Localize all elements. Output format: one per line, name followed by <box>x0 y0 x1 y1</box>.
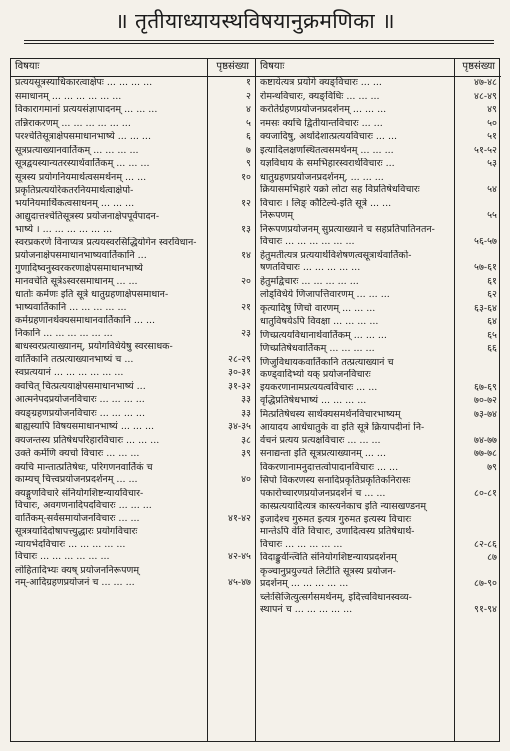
entry-page-number: ४० <box>241 474 251 485</box>
index-entry <box>11 448 255 461</box>
entry-page-number: ८०-८१ <box>474 487 497 499</box>
entry-page-number: ८७ <box>487 552 497 563</box>
left-column <box>11 59 256 741</box>
entry-page-number: ६ <box>246 131 251 142</box>
index-entry <box>11 289 255 314</box>
right-column <box>256 59 501 741</box>
title-underline-thick <box>24 40 494 41</box>
index-entry <box>256 592 501 617</box>
index-entry <box>11 91 255 104</box>
entry-text: आयादय आर्धधातुके वा इति सूत्रे क्रियापदीनां नि- <box>260 422 425 433</box>
entry-text: इयकरणानामप्रत्ययत्वविचारः ... ... <box>260 381 378 393</box>
index-entry <box>11 462 255 487</box>
entry-text: स्थापनं च ... ... ... ... ... <box>260 604 353 615</box>
entry-text: मानवचेति सूत्रेऽस्वरसमाधानम् ... ... <box>15 275 138 287</box>
index-entry <box>256 343 501 356</box>
right-entries <box>256 77 501 741</box>
index-entry <box>11 158 255 171</box>
index-entry <box>11 435 255 448</box>
entry-page-number: ५६-५७ <box>474 236 497 247</box>
index-entry <box>11 341 255 366</box>
entry-text: वार्तिकम्-सर्वसमायोजनविचारः ... ... <box>15 512 140 524</box>
entry-page-number: ८७-९० <box>474 578 497 589</box>
index-entry <box>11 565 255 590</box>
entry-page-number: ५४ <box>487 184 497 195</box>
entry-text: कष्टायेत्यत्र प्रयोगे क्यङ्विचारः ... ... <box>260 77 382 88</box>
index-entry <box>256 276 501 289</box>
entry-text: च्लेःसिजित्युत्सर्गसमर्थनम्, इदित्त्वविधानस्वव्य- <box>260 591 412 603</box>
entry-page-number: ३०-३१ <box>228 367 251 378</box>
entry-text: क्यङ्ग्रहणप्रयोजनविचारः ... ... ... ... <box>15 407 145 419</box>
index-entry <box>256 303 501 316</box>
entry-page-number: ९१-९४ <box>474 604 497 615</box>
entry-text: क्वचित् चित्प्रत्ययाक्षेपसमाधानभाष्यं ... <box>15 380 146 392</box>
entry-text: बाधस्वरप्रत्याख्यानम्, प्रयोगविधेयेषु स्वरसाधक- <box>15 341 173 352</box>
entry-text: करोतेर्ग्रहणप्रयोजनप्रदर्शनम् ... ... ... <box>260 104 387 115</box>
index-entry <box>11 488 255 526</box>
title-underline-thin <box>24 43 494 44</box>
entry-page-number: १२ <box>241 197 251 209</box>
entry-text: धातुग्रहणप्रयोजनप्रदर्शनम्, ... ... ... <box>260 171 384 183</box>
entry-text: उक्ते कर्मणि क्यचो विचारः ... ... ... <box>15 448 140 459</box>
entry-text: मान्तेऽपि वेति विचारः, उणादित्वस्य प्रतिषेधार्थ- <box>260 526 415 537</box>
entry-text: आत्मनेपदप्रयोजनविचारः ... ... ... ... <box>15 394 145 405</box>
entry-text: विदाङ्कुर्वन्त्विति संनियोगशिष्टन्यायप्रदर्शनम् <box>260 552 397 563</box>
entry-page-number: ५३ <box>487 158 497 169</box>
entry-page-number: ४९ <box>487 104 497 115</box>
entry-text: वृद्धिप्रतिषेधभाष्यं ... ... ... ... <box>260 395 367 406</box>
index-entry <box>11 211 255 236</box>
index-entry <box>256 395 501 408</box>
index-entry <box>11 263 255 288</box>
entry-text: सिपो विकरणस्य सनादिप्रकृतिप्रकृतिकनिरासः <box>260 475 411 486</box>
entry-text: विचारः ... ... ... ... ... <box>260 538 343 550</box>
entry-page-number: ६६ <box>487 343 497 354</box>
entry-page-number: ५१-५२ <box>474 144 497 156</box>
index-entry <box>11 408 255 421</box>
entry-text: विकारागमानां प्रत्ययसंज्ञापादनम् ... ... ... <box>15 104 158 115</box>
entry-page-number: ६४ <box>487 316 497 327</box>
entry-text: सूत्रप्रत्याख्यानवार्तिकम् ... ... ... ... <box>15 144 139 156</box>
subject-header: विषयाः <box>260 61 285 72</box>
entry-page-number: ३३ <box>241 407 251 419</box>
entry-text: प्रत्ययसूत्रस्याधिकारत्वाक्षेपः ... ... ... ... <box>15 77 153 88</box>
entry-text: हेतुमद्विचारः ... ... ... ... ... <box>260 275 359 287</box>
entry-page-number: १४ <box>241 249 251 261</box>
entry-page-number: ३४-३५ <box>228 421 251 432</box>
entry-text: विचारः, अवगणनादिपदविचारः ... ... ... <box>15 500 152 511</box>
index-entry <box>256 475 501 500</box>
right-column-header <box>256 59 501 77</box>
index-entry <box>11 131 255 144</box>
index-entry <box>256 422 501 447</box>
entry-text: प्रकृतिप्रत्ययोरेकतरनियमार्थत्वाक्षेपो- <box>15 185 134 196</box>
index-entry <box>256 198 501 223</box>
entry-text: षणतविचारः ... ... ... ... ... <box>260 262 361 273</box>
entry-page-number: ४२-४५ <box>228 551 251 562</box>
index-entry <box>256 409 501 422</box>
entry-text: स्वप्रत्ययानं ... ... ... ... ... ... <box>15 367 124 378</box>
entry-text: र्वचनं प्रत्यय प्रत्यक्षविचारः ... ... ... <box>260 434 381 446</box>
entry-text: सनाद्यन्ता इति सूत्रप्रत्याख्यानम् ... ... <box>260 448 386 459</box>
entry-page-number: २१ <box>241 301 251 313</box>
subject-header: विषयाः <box>15 61 40 72</box>
entry-text: कण्ड्वादिभ्यो यक् प्रयोजनविचारः <box>260 369 371 380</box>
entry-page-number: ५१ <box>487 131 497 142</box>
entry-text: काम्यच् चित्त्वप्रयोजनप्रदर्शनम् ... ... <box>15 474 138 485</box>
index-entry <box>11 185 255 210</box>
entry-page-number: ४ <box>246 104 251 115</box>
entry-text: वार्तिकानि तत्प्रत्याख्यानभाष्यं च ... <box>15 353 134 365</box>
entry-text: विचारः ... ... ... ... ... ... <box>260 236 355 247</box>
entry-text: सूत्रस्य प्रयोगनियमार्थत्वसमर्थनम् ... ... <box>15 171 147 183</box>
entry-page-number: ३८ <box>241 434 251 446</box>
entry-page-number: २८-२९ <box>228 353 251 365</box>
entry-page-number: ५५ <box>487 210 497 221</box>
index-entry <box>256 145 501 158</box>
entry-page-number: ७७-७८ <box>474 448 497 459</box>
entry-text: णिच्प्रत्ययविधानार्थवार्तिकम् ... ... ... <box>260 329 387 341</box>
index-entry <box>256 91 501 104</box>
entry-text: निरूपणप्रयोजनम् सुप्रत्याख्याने च सहप्रतिपातिनतन- <box>260 223 435 235</box>
entry-page-number: ५ <box>246 117 251 129</box>
entry-text: भाष्यवार्तिकानि ... ... ... ... ... <box>15 301 127 313</box>
entry-text: क्यजादिषु, अर्थादेशात्प्रत्ययविचारः ... ... <box>260 131 398 142</box>
index-entry <box>11 237 255 262</box>
entry-text: निरूपणम् <box>260 210 294 221</box>
index-entry <box>11 367 255 380</box>
entry-page-number: २३ <box>241 327 251 339</box>
entry-text: कास्प्रत्ययादित्यत्र कास्त्यनेकाच इति न्यासखण्डनम् <box>260 501 426 512</box>
index-entry <box>256 118 501 131</box>
entry-text: क्रियासमभिहारे यक्रो लोटा सह विप्रतिषेधविचारः <box>260 184 420 195</box>
entry-page-number: २ <box>246 90 251 102</box>
entry-text: विचारः ... ... ... ... ... ... <box>15 551 110 562</box>
entry-text: धातोः कर्मणः इति सूत्रे धातुग्रहणाक्षेपसमाधान- <box>15 289 169 300</box>
index-entry <box>256 289 501 302</box>
entry-page-number: ६३-६४ <box>474 302 497 314</box>
entry-page-number: ४७-४८ <box>474 77 497 88</box>
index-entry <box>11 315 255 340</box>
index-entry <box>256 316 501 329</box>
index-entry <box>11 118 255 131</box>
page-number-header: पृष्ठसंख्या <box>462 61 495 72</box>
entry-text: तन्निराकरणम् ... ... ... ... ... ... <box>15 117 131 129</box>
index-entry <box>256 250 501 275</box>
entry-page-number: ९ <box>246 158 251 169</box>
entry-page-number: ४५-४७ <box>228 577 251 588</box>
page-number-header: पृष्ठसंख्या <box>216 61 249 72</box>
entry-text: भाष्ये । ... ... ... ... ... ... <box>15 223 113 235</box>
entry-page-number: ३३ <box>241 394 251 405</box>
entry-text: प्रयोजनाक्षेपसमाधानभाष्यवार्तिकानि ... <box>15 249 147 261</box>
entry-text: धातुविषयेऽपि विवक्षा ... ... ... ... <box>260 316 379 327</box>
index-entry <box>11 145 255 158</box>
index-entry <box>256 131 501 144</box>
entry-text: प्रदर्शनम् ... ... ... ... ... <box>260 578 349 589</box>
entry-text: सूत्रद्वयस्यान्यतरस्यार्थवार्तिकम् ... ... ... <box>15 158 150 169</box>
entry-text: सूत्रत्रयादिदोषापत्त्युद्धारः प्रयोगविचारः <box>15 526 138 537</box>
entry-page-number: ४१-४२ <box>228 512 251 524</box>
entry-page-number: २० <box>241 275 251 287</box>
entry-text: विकरणानामनुदात्तत्वोपादानविचारः ... ... <box>260 461 399 473</box>
entry-page-number: ५० <box>487 117 497 129</box>
entry-page-number: ७४-७७ <box>474 434 497 446</box>
entry-text: गुणादिष्वनुस्वरकरणाक्षेपसमाधानभाष्ये <box>15 263 143 274</box>
index-entry <box>11 172 255 185</box>
left-entries <box>11 77 255 741</box>
index-table <box>10 58 500 742</box>
entry-text: इजादेश्च गुरुमत इत्यत्र गुरुमत इत्यस्य विचारः <box>260 513 411 525</box>
entry-text: भयनियमार्थिकत्वसाधनम् ... ... ... <box>15 197 135 209</box>
entry-page-number: ८२-८६ <box>474 538 497 550</box>
page-title: ॥ तृतीयाध्यायस्थविषयानुक्रमणिका ॥ <box>115 9 395 33</box>
entry-text: आद्युदात्तश्चेतिसूत्रस्य प्रयोजनाक्षेपपूर्वपादन- <box>15 211 160 222</box>
entry-text: पकारोच्चारणप्रयोजनप्रदर्शनं च ... ... <box>260 487 386 499</box>
entry-text: नमसः क्यचि द्वितीयान्तविचारः ... ... <box>260 117 383 129</box>
entry-text: कर्मग्रहणानर्थक्यसमाधानवार्तिकानि ... ... <box>15 315 156 326</box>
index-entry <box>256 462 501 475</box>
entry-text: स्वरप्रकरणे विनाप्यत्र प्रत्ययस्वरसिद्धियोगेन स्वरविधान- <box>15 237 197 248</box>
entry-text: मित्प्रतिषेधस्य सार्थक्यसमर्थनविचारभाष्यम् <box>260 408 401 420</box>
entry-page-number: ७०-७२ <box>474 395 497 406</box>
entry-text: क्यचि मान्तात्प्रतिषेधः, परिगणनवार्तिकं च <box>15 461 153 473</box>
entry-page-number: ६७-६९ <box>474 381 497 393</box>
index-entry <box>256 501 501 551</box>
index-entry <box>256 552 501 565</box>
index-entry <box>256 357 501 395</box>
index-entry <box>256 224 501 249</box>
entry-text: हेतुमतीत्यत्र प्रत्ययार्थविशेषणत्वसूत्रार्थवार्तिको- <box>260 249 412 261</box>
index-entry <box>256 172 501 197</box>
index-entry <box>256 158 501 171</box>
entry-page-number: ४८-४९ <box>474 90 497 102</box>
entry-text: णिच्प्रतिषेधवार्तिकम् ... ... ... ... <box>260 343 375 354</box>
entry-text: क्यङ्गुणविचारे संनियोगशिष्टन्यायविचार- <box>15 487 144 499</box>
entry-page-number: ७ <box>246 144 251 156</box>
entry-page-number: ३१-३२ <box>228 380 251 392</box>
entry-text: नम्-आदिग्रहणप्रयोजनं च ... ... ... <box>15 577 135 588</box>
entry-text: लोड्विधेये णिजापत्तिवारणम् ... ... ... <box>260 289 390 300</box>
index-entry <box>256 77 501 90</box>
index-entry <box>256 448 501 461</box>
index-entry <box>11 77 255 90</box>
entry-text: कृञ्चानुप्रयुज्यते लिटीति सूत्रस्य प्रयोजन- <box>260 565 396 577</box>
column-divider <box>454 59 455 76</box>
entry-text: निकानि ... ... ... ... ... ... <box>15 327 113 339</box>
entry-page-number: ७९ <box>487 461 497 473</box>
entry-page-number: ६१ <box>487 275 497 287</box>
index-entry <box>256 104 501 117</box>
entry-text: रोमन्थविचारः, क्यङ्विधिः ... ... ... <box>260 90 380 102</box>
entry-page-number: ६५ <box>487 329 497 341</box>
index-entry <box>11 394 255 407</box>
entry-text: क्यजन्तस्य प्रतिषेधपरिहारविचारः ... ... ... <box>15 434 160 446</box>
entry-text: न्यायभेदविचारः ... ... ... ... ... <box>15 538 126 550</box>
entry-page-number: १३ <box>241 223 251 235</box>
entry-text: बाह्यस्यापि विषयसमाधानभाष्यं ... ... ... <box>15 421 155 432</box>
entry-text: विचारः । लिङ् कौटिल्ये-इति सूत्रे ... ... <box>260 197 392 209</box>
entry-text: कृत्यादिषु णिचो वारणम् ... ... ... <box>260 302 376 314</box>
index-entry <box>11 381 255 394</box>
index-entry <box>11 421 255 434</box>
entry-page-number: ७३-७४ <box>474 408 497 420</box>
index-entry <box>256 566 501 591</box>
index-entry <box>256 330 501 343</box>
entry-text: इत्यादिलक्षणस्थितत्वसमर्थनम् ... ... ... <box>260 144 394 156</box>
entry-page-number: ५७-६१ <box>474 262 497 273</box>
entry-text: परश्चेतिसूत्राक्षेपसमाधानभाष्ये ... ... ... <box>15 131 151 142</box>
column-divider <box>207 59 208 76</box>
entry-text: लोहितादिभ्यः क्यष् प्रयोजननिरूपणम् <box>15 564 140 576</box>
entry-page-number: १० <box>241 171 251 183</box>
left-column-header <box>11 59 255 77</box>
entry-page-number: ६२ <box>487 289 497 300</box>
entry-page-number: १ <box>246 77 251 88</box>
index-entry <box>11 526 255 564</box>
entry-text: यज्ञविधाय के समभिहारस्वरार्थविचारः ... <box>260 158 395 169</box>
index-entry <box>11 104 255 117</box>
entry-page-number: ३९ <box>241 448 251 459</box>
entry-text: णिजुविधायकवार्तिकानि तत्प्रत्याख्यानं च <box>260 356 394 368</box>
entry-text: समाधानम् ... ... ... ... ... ... <box>15 90 122 102</box>
